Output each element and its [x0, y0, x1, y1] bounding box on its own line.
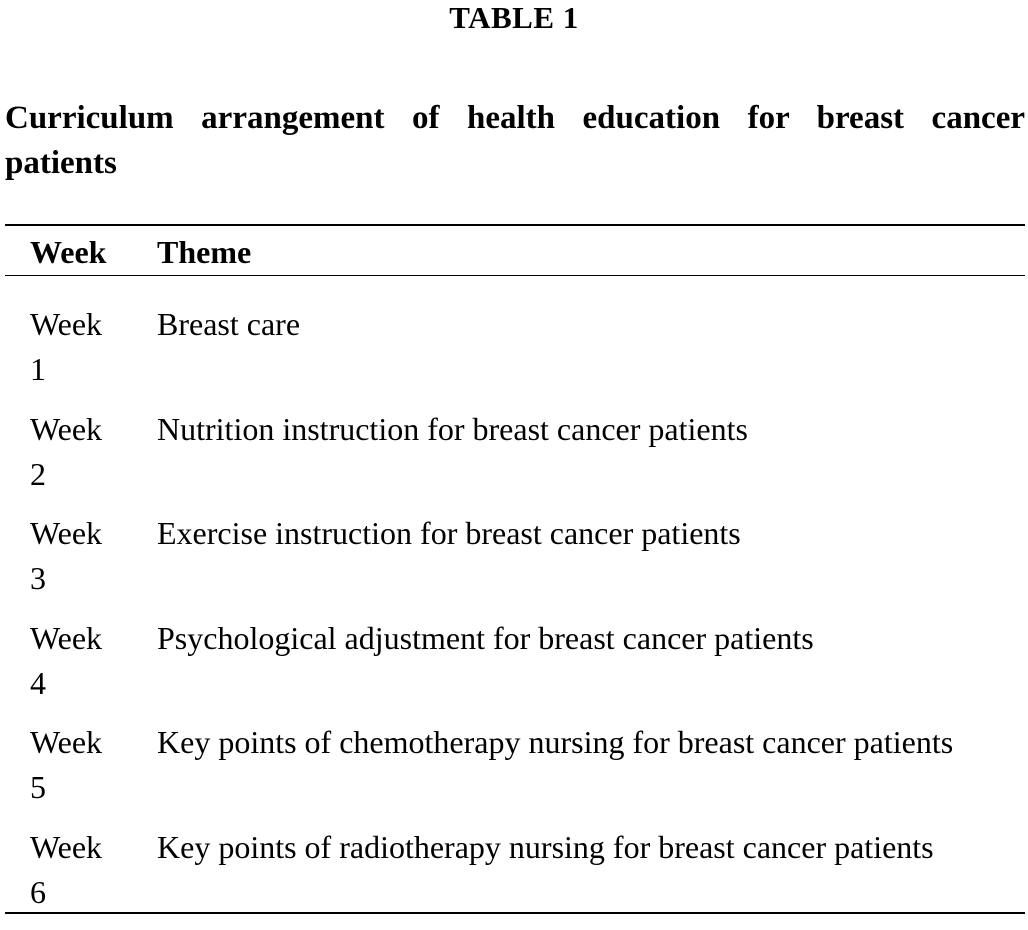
top-rule	[5, 224, 1025, 226]
week-cell	[30, 407, 130, 497]
week-cell	[30, 302, 130, 392]
week-word: Week	[30, 724, 103, 761]
week-word: Week	[30, 306, 103, 342]
table-row	[0, 720, 1028, 825]
theme-cell: Psychological adjustment for breast cancer patients	[157, 619, 814, 656]
week-cell	[30, 616, 130, 706]
week-word: Week	[30, 619, 103, 656]
table-caption: Curriculum arrangement of health education for breast cancer patients	[5, 100, 1025, 181]
column-header-week: Week	[30, 234, 107, 270]
week-word: Week	[30, 515, 103, 552]
theme-cell: Breast care	[157, 306, 301, 342]
week-number: 3	[30, 560, 46, 597]
week-number: 4	[30, 664, 46, 701]
week-number: 1	[30, 351, 46, 387]
theme-cell: Exercise instruction for breast cancer patients	[157, 515, 741, 552]
week-word: Week	[30, 828, 103, 865]
week-cell	[30, 825, 130, 915]
table-row	[0, 511, 1028, 616]
theme-cell: Key points of radiotherapy nursing for breast cancer patients	[157, 828, 934, 865]
week-cell	[30, 720, 130, 810]
week-word: Week	[30, 410, 103, 447]
column-header-theme: Theme	[157, 234, 252, 270]
table-row	[0, 302, 1028, 407]
week-number: 5	[30, 769, 46, 806]
table-body	[0, 302, 1028, 930]
bottom-rule	[5, 912, 1025, 914]
table-label: TABLE 1	[449, 0, 579, 35]
theme-cell: Key points of chemotherapy nursing for breast cancer patients	[157, 724, 954, 761]
table-row	[0, 407, 1028, 512]
week-number: 6	[30, 873, 46, 910]
theme-cell: Nutrition instruction for breast cancer patients	[157, 410, 748, 447]
week-number: 2	[30, 455, 46, 492]
table-row	[0, 616, 1028, 721]
header-rule	[5, 275, 1025, 276]
week-cell	[30, 511, 130, 601]
